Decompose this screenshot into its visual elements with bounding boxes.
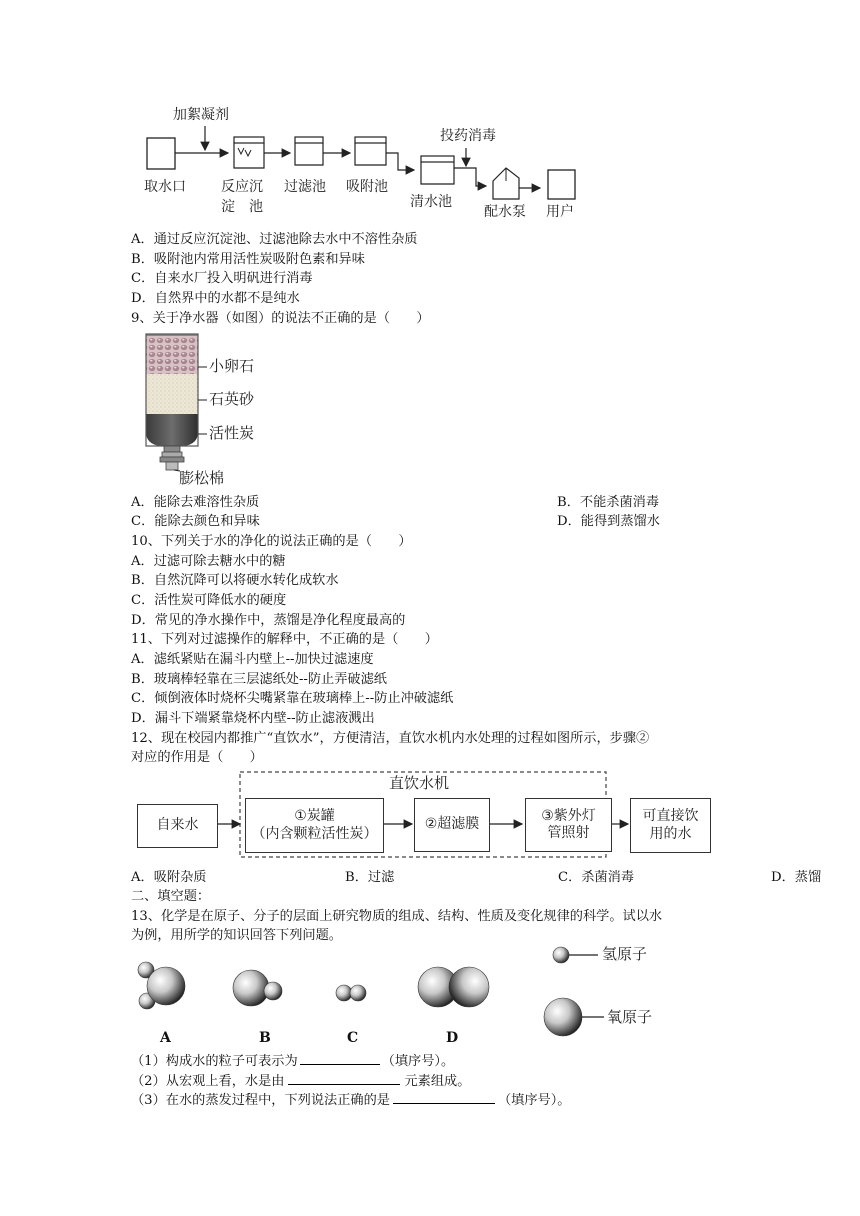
q9-stem: 9、关于净水器（如图）的说法不正确的是（ ）: [131, 311, 430, 326]
q13-sub1-suffix: （填序号）。: [381, 1054, 455, 1069]
reaction-tank-icon: [234, 137, 264, 168]
disinfect-label: 投药消毒: [440, 128, 496, 144]
activated-carbon-label: 活性炭: [209, 424, 255, 442]
q13-sub3: [131, 1092, 570, 1107]
q12-stem-line2: 对应的作用是（ ）: [131, 750, 263, 765]
model-label-c: C: [347, 1030, 359, 1046]
q9-option-a: A．能除去难溶性杂质: [131, 495, 260, 510]
q8-option-c: C．自来水厂投入明矾进行消毒: [131, 271, 313, 286]
water-purifier-diagram: [140, 330, 340, 490]
q10-option-c: C．活性炭可降低水的硬度: [131, 593, 287, 608]
q13-stem-line2: 为例，用所学的知识回答下列问题。: [131, 928, 342, 943]
cotton-label: 膨松棉: [179, 469, 225, 487]
legend-hydrogen-label: 氢原子: [602, 945, 648, 963]
model-a: [138, 962, 185, 1009]
model-label-a: A: [160, 1030, 171, 1046]
carbon-tank-box: [245, 798, 384, 853]
user-label: 用户: [546, 204, 574, 220]
q8-option-d: D．自然界中的水都不是纯水: [131, 291, 300, 306]
q9-option-d: D．能得到蒸馏水: [557, 514, 660, 529]
q13-sub1: [131, 1053, 454, 1068]
q13-sub2-suffix: 元素组成。: [404, 1074, 471, 1089]
output-water-box: [630, 798, 711, 853]
answer-blank-1[interactable]: [300, 1053, 380, 1065]
uv-lamp-box: [525, 798, 612, 852]
reaction-label-1: 反应沉: [221, 179, 263, 195]
user-box: [548, 170, 575, 199]
q12-option-b: B．过滤: [345, 870, 395, 885]
q10-option-a: A．过滤可除去糖水中的糖: [131, 554, 286, 569]
machine-title: 直饮水机: [389, 774, 450, 792]
q9-option-b: B．不能杀菌消毒: [557, 495, 660, 510]
intake-box: [147, 138, 175, 169]
carbon-tank-sublabel: （内含颗粒活性炭）: [251, 825, 378, 842]
filter-tank-icon: [295, 137, 323, 165]
q11-option-d: D．漏斗下端紧靠烧杯内壁--防止滤液溅出: [131, 711, 375, 726]
q13-stem-line1: 13、化学是在原子、分子的层面上研究物质的组成、结构、性质及变化规律的科学。试以水: [131, 909, 663, 924]
carbon-tank-label: ①炭罐: [294, 808, 335, 824]
ultrafiltration-label: ②超滤膜: [424, 816, 480, 833]
intake-label: 取水口: [144, 179, 186, 195]
q9-option-c: C．能除去颜色和异味: [131, 514, 260, 529]
answer-blank-2[interactable]: [288, 1073, 400, 1085]
uv-lamp-sublabel: 管照射: [547, 825, 590, 841]
q11-option-a: A．滤纸紧贴在漏斗内壁上--加快过滤速度: [131, 652, 374, 667]
q8-option-a: A．通过反应沉淀池、过滤池除去水中不溶性杂质: [131, 232, 418, 247]
section-heading: 二、填空题：: [131, 889, 211, 904]
coagulant-label: 加絮凝剂: [173, 107, 229, 123]
q13-sub2: [131, 1073, 470, 1088]
model-c: [336, 985, 366, 1001]
tap-water-box: [137, 804, 218, 848]
q11-option-c: C．倾倒液体时烧杯尖嘴紧靠在玻璃棒上--防止冲破滤纸: [131, 691, 454, 706]
pump-label: 配水泵: [484, 204, 526, 220]
q13-sub1-prefix: （1）构成水的粒子可表示为: [131, 1054, 298, 1069]
q12-option-a: A．吸附杂质: [131, 870, 207, 885]
q12-option-c: C．杀菌消毒: [558, 870, 635, 885]
q12-option-d: D．蒸馏: [771, 870, 822, 885]
q10-option-d: D．常见的净水操作中，蒸馏是净化程度最高的: [131, 613, 406, 628]
q13-sub3-prefix: （3）在水的蒸发过程中，下列说法正确的是: [131, 1093, 390, 1108]
answer-blank-3[interactable]: [393, 1092, 495, 1104]
model-label-b: B: [259, 1030, 271, 1046]
adsorption-label: 吸附池: [346, 179, 388, 195]
q10-stem: 10、下列关于水的净化的说法正确的是（ ）: [131, 534, 412, 549]
output-water-sublabel: 用的水: [649, 825, 692, 842]
legend-oxygen-label: 氧原子: [607, 1008, 653, 1026]
q10-option-b: B．自然沉降可以将硬水转化成软水: [131, 573, 339, 588]
filter-label: 过滤池: [284, 179, 326, 195]
q11-stem: 11、下列对过滤操作的解释中，不正确的是（ ）: [131, 632, 438, 647]
legend-hydrogen: [553, 947, 598, 963]
adsorption-tank-icon: [355, 137, 386, 165]
pump-icon: [493, 168, 519, 199]
model-d: [418, 967, 489, 1007]
output-water-label: 可直接饮: [642, 808, 699, 824]
q12-stem-line1: 12、现在校园内都推广“直饮水”，方便清洁，直饮水机内水处理的过程如图所示，步骤②: [131, 731, 650, 746]
ultrafiltration-box: [414, 798, 490, 852]
q8-option-b: B．吸附池内常用活性炭吸附色素和异味: [131, 252, 365, 267]
model-label-d: D: [446, 1030, 459, 1046]
clear-water-tank-icon: [421, 156, 454, 184]
uv-lamp-label: ③紫外灯: [541, 807, 596, 824]
tap-water-label: 自来水: [156, 817, 199, 834]
clearwater-label: 清水池: [410, 194, 452, 210]
reaction-label-2: 淀 池: [221, 199, 263, 215]
pebble-label: 小卵石: [209, 357, 255, 375]
legend-oxygen: [544, 998, 604, 1036]
model-b: [233, 970, 282, 1006]
q11-option-b: B．玻璃棒轻靠在三层滤纸处--防止弄破滤纸: [131, 672, 387, 687]
q13-sub3-suffix: （填序号）。: [497, 1093, 571, 1108]
quartz-sand-label: 石英砂: [209, 390, 255, 408]
molecule-models: [0, 940, 860, 1040]
q13-sub2-prefix: （2）从宏观上看，水是由: [131, 1074, 285, 1089]
